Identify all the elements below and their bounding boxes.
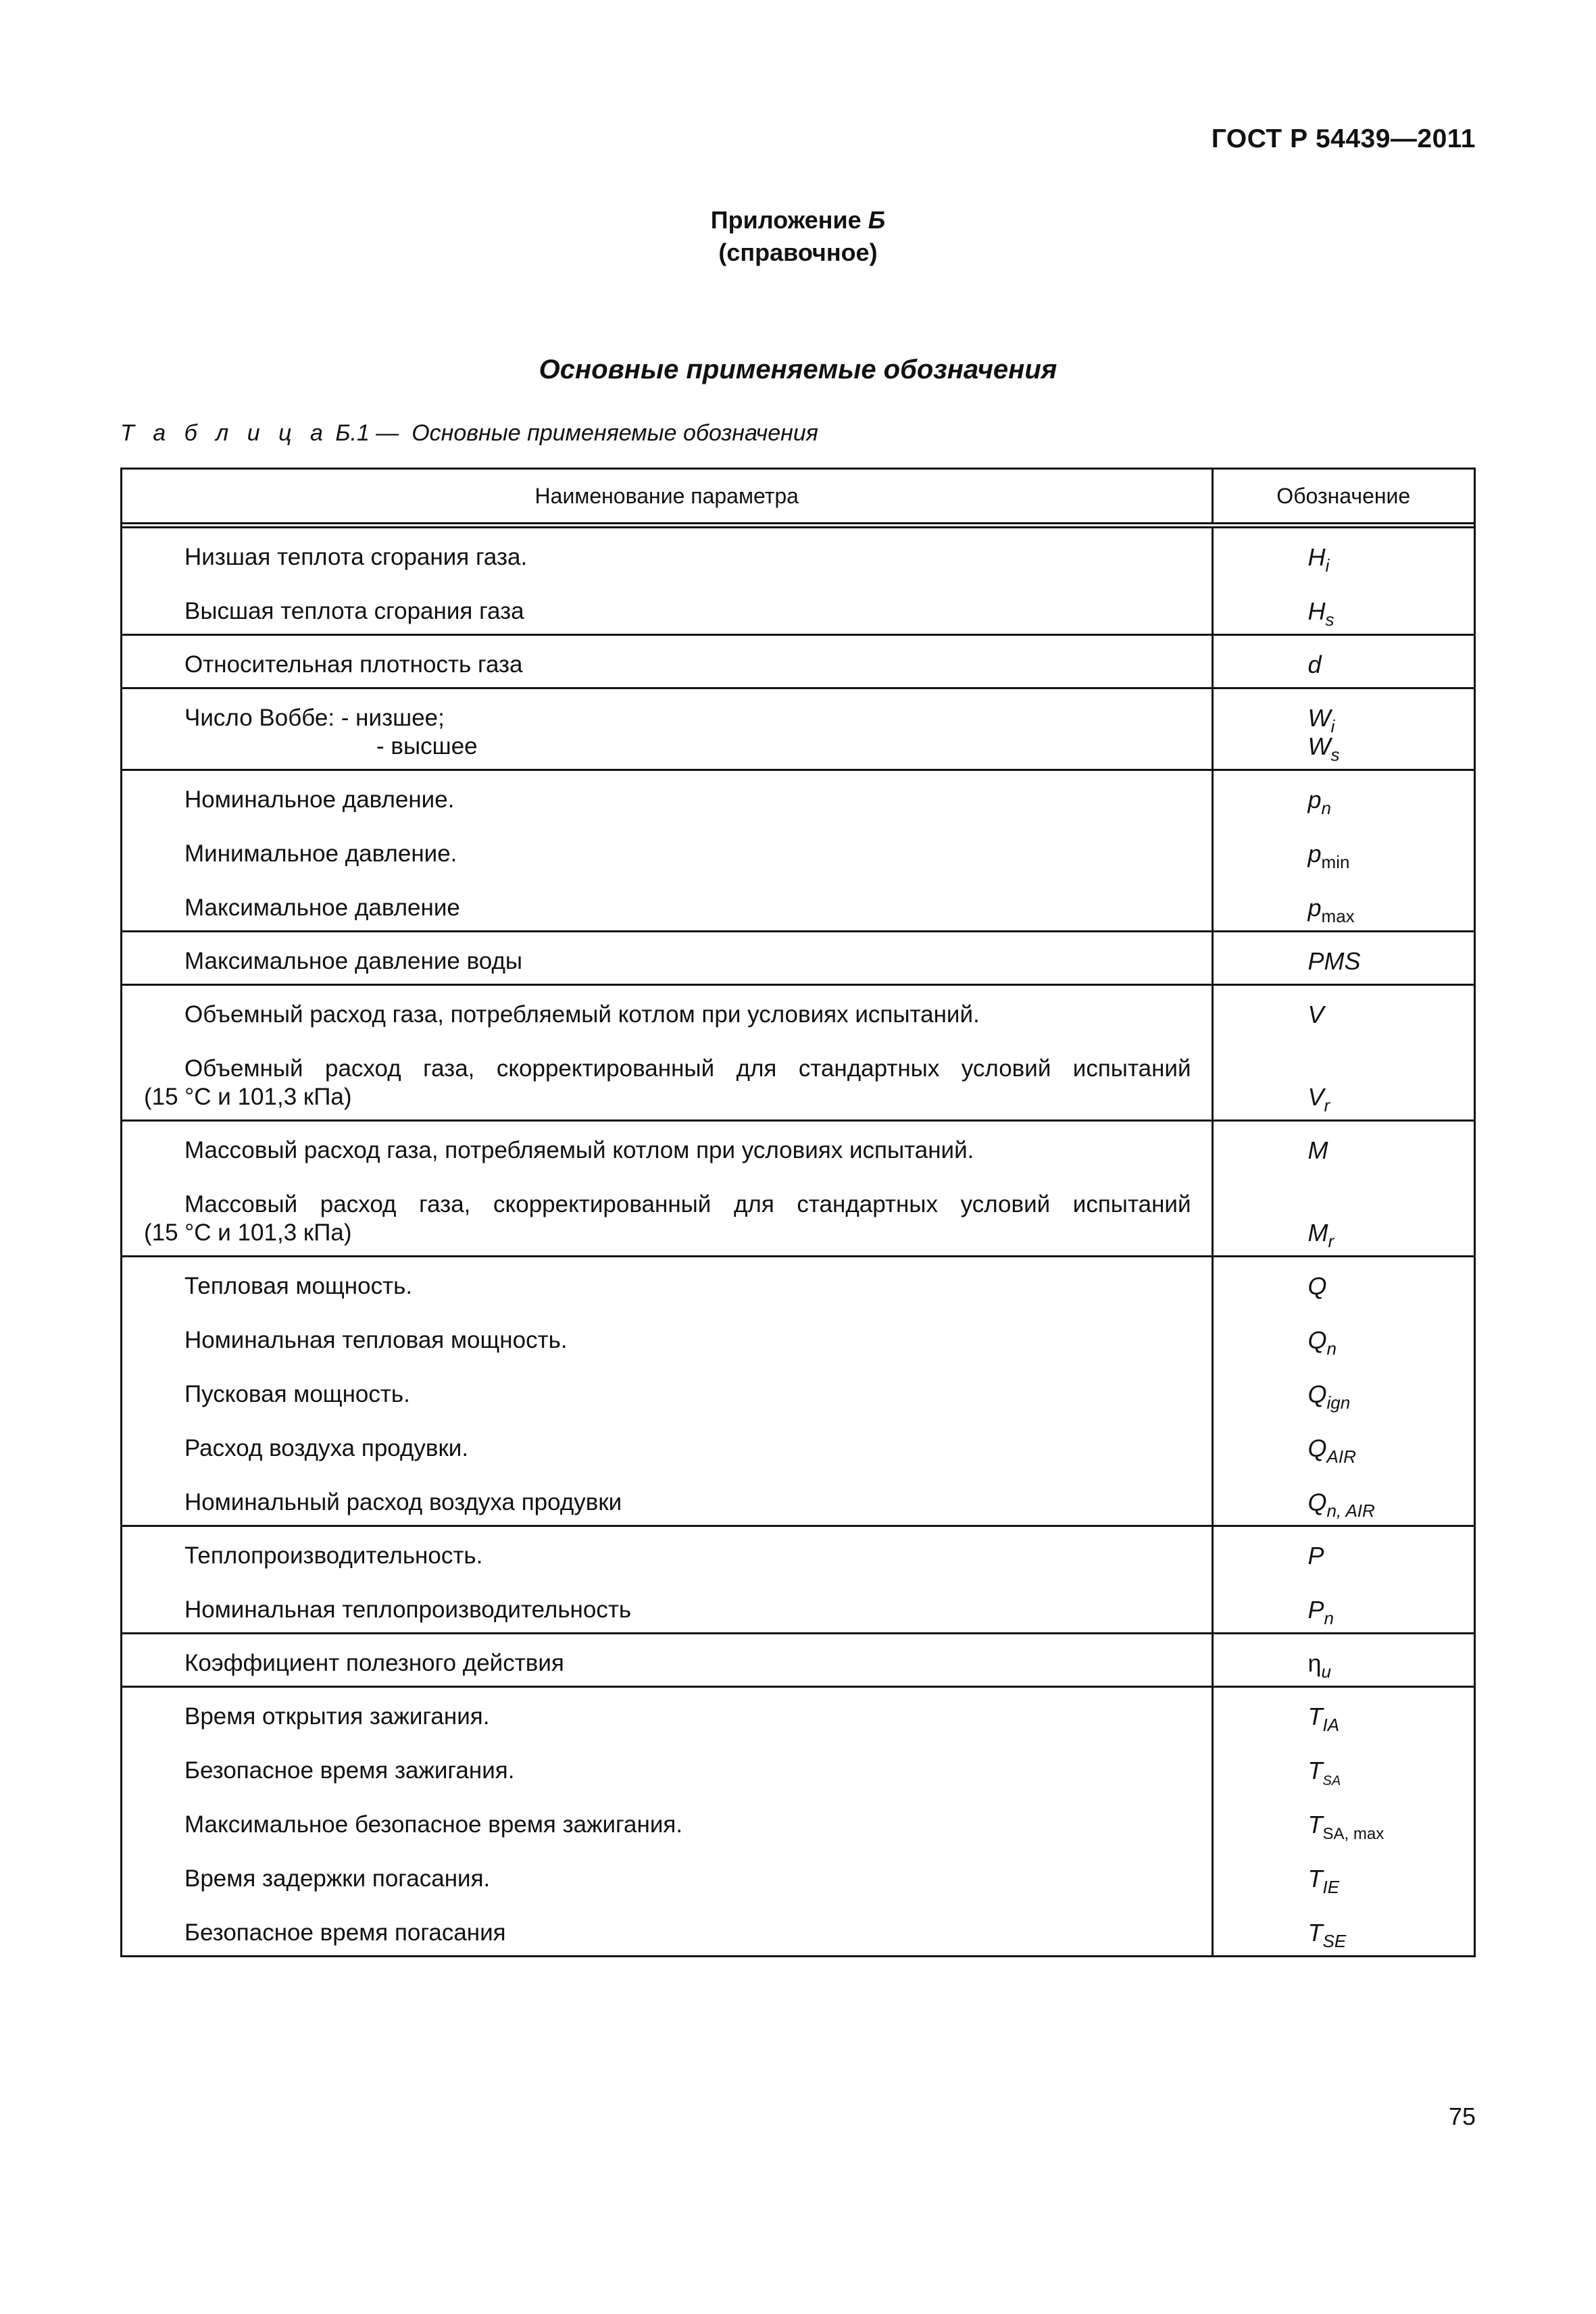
table-row: [122, 1526, 1474, 1634]
column-header-parameter: Наименование параметра: [122, 470, 1212, 526]
symbol: $T_{SA}$: [1307, 1757, 1341, 1788]
parameter-name: Максимальное давление воды: [184, 948, 523, 974]
parameter-name: Тепловая мощность.: [184, 1273, 413, 1299]
table-header-row: [122, 470, 1474, 526]
parameter-name: - высшее: [376, 733, 478, 759]
symbol: $T_{SA, max}$: [1307, 1811, 1385, 1843]
parameter-cell: [122, 770, 1212, 932]
symbol: $p_{min}$: [1307, 840, 1350, 872]
table-row: [122, 635, 1474, 688]
parameter-name: Объемный расход газа, скорректированный для стандартных условий испытаний: [184, 1055, 1191, 1082]
parameter-cell: [122, 688, 1212, 770]
column-header-symbol: Обозначение: [1212, 470, 1474, 526]
symbol: $W_i$: [1307, 704, 1335, 736]
parameter-name: Теплопроизводительность.: [184, 1542, 483, 1569]
parameter-name: Время открытия зажигания.: [184, 1703, 490, 1730]
parameter-name: (15 °С и 101,3 кПа): [144, 1219, 352, 1246]
parameter-name: Расход воздуха продувки.: [184, 1435, 469, 1461]
appendix-letter: Б: [868, 206, 886, 234]
parameter-name: Высшая теплота сгорания газа: [184, 598, 524, 624]
parameter-name: Номинальный расход воздуха продувки: [184, 1489, 622, 1515]
parameter-name: Массовый расход газа, потребляемый котлом при условиях испытаний.: [184, 1137, 974, 1163]
parameter-cell: [122, 985, 1212, 1121]
symbol-cell: [1212, 635, 1474, 688]
table-caption-number: Б.1 —: [335, 420, 399, 446]
table-row: [122, 985, 1474, 1121]
symbol: $p_{max}$: [1307, 894, 1355, 926]
symbol: $W_s$: [1307, 732, 1340, 765]
symbol: $Q_{AIR}$: [1307, 1434, 1356, 1467]
appendix-label: Приложение: [710, 206, 862, 234]
symbol: $T_{IE}$: [1307, 1865, 1340, 1897]
standard-designation: ГОСТ Р 54439—2011: [1211, 124, 1476, 153]
parameter-name: Максимальное давление: [184, 895, 460, 921]
symbol: $p_n$: [1307, 786, 1331, 818]
symbol: $\eta_u$: [1307, 1649, 1331, 1682]
symbol: $T_{SE}$: [1307, 1919, 1347, 1951]
page-number: 75: [1448, 2103, 1476, 2130]
symbol-cell: [1212, 985, 1474, 1121]
symbol: $P_n$: [1307, 1596, 1334, 1628]
parameter-cell: [122, 1634, 1212, 1687]
parameter-name: Объемный расход газа, потребляемый котлом при условиях испытаний.: [184, 1001, 980, 1028]
parameter-cell: [122, 1526, 1212, 1634]
parameter-name: Номинальная теплопроизводительность: [184, 1596, 632, 1623]
parameter-name: Пусковая мощность.: [184, 1381, 410, 1407]
symbol: V: [1307, 1001, 1324, 1028]
parameter-name: Безопасное время погасания: [184, 1919, 506, 1946]
symbol: $Q_{n, AIR}$: [1307, 1488, 1375, 1521]
parameter-cell: [122, 526, 1212, 635]
symbol: $M_r$: [1307, 1219, 1335, 1251]
parameter-cell: [122, 1687, 1212, 1956]
parameter-cell: [122, 1257, 1212, 1526]
table-caption: [120, 420, 818, 447]
table-row: [122, 770, 1474, 932]
document-title: Основные применяемые обозначения: [539, 355, 1057, 384]
symbol-cell: [1212, 688, 1474, 770]
symbol-cell: [1212, 770, 1474, 932]
parameter-name: Массовый расход газа, скорректированный для стандартных условий испытаний: [184, 1191, 1191, 1217]
symbol-cell: [1212, 1121, 1474, 1257]
symbol: $T_{IA}$: [1307, 1703, 1340, 1735]
table-row: [122, 526, 1474, 635]
table-row: [122, 932, 1474, 985]
symbol-cell: [1212, 1526, 1474, 1634]
parameter-cell: [122, 635, 1212, 688]
parameter-name: Максимальное безопасное время зажигания.: [184, 1811, 683, 1838]
symbol-cell: [1212, 1634, 1474, 1687]
table-row: [122, 688, 1474, 770]
symbol: $V_r$: [1307, 1083, 1330, 1115]
symbol-cell: [1212, 526, 1474, 635]
table-row: [122, 1634, 1474, 1687]
table-row: [122, 1257, 1474, 1526]
symbol-cell: [1212, 932, 1474, 985]
parameter-name: Номинальная тепловая мощность.: [184, 1327, 568, 1353]
symbol: $Q_n$: [1307, 1326, 1337, 1359]
symbol-cell: [1212, 1687, 1474, 1956]
parameter-name: (15 °С и 101,3 кПа): [144, 1084, 352, 1110]
parameter-cell: [122, 932, 1212, 985]
symbol: PMS: [1307, 947, 1361, 975]
table-row: [122, 1121, 1474, 1257]
symbol-cell: [1212, 1257, 1474, 1526]
table-caption-prefix: Т а б л и ц а: [120, 420, 329, 446]
parameter-name: Безопасное время зажигания.: [184, 1757, 515, 1784]
parameter-name: Низшая теплота сгорания газа.: [184, 544, 528, 570]
parameter-name: Время задержки погасания.: [184, 1865, 491, 1892]
table-caption-text: Основные применяемые обозначения: [412, 420, 818, 446]
parameter-name: Число Воббе: - низшее;: [184, 705, 445, 731]
appendix-label-line: [0, 204, 1596, 236]
appendix-type: (справочное): [718, 238, 878, 266]
symbol: $Q_{ign}$: [1307, 1380, 1351, 1413]
symbol: $H_s$: [1307, 597, 1335, 630]
symbol: M: [1307, 1136, 1328, 1164]
symbol: P: [1307, 1542, 1324, 1569]
symbol: Q: [1307, 1272, 1327, 1300]
table-row: [122, 1687, 1474, 1956]
designations-table: [120, 468, 1476, 1957]
symbol: d: [1307, 651, 1322, 678]
appendix-heading: [0, 204, 1596, 269]
symbol: $H_i$: [1307, 543, 1330, 576]
parameter-name: Относительная плотность газа: [184, 651, 523, 678]
parameter-name: Номинальное давление.: [184, 786, 455, 813]
parameter-name: Коэффициент полезного действия: [184, 1650, 564, 1676]
parameter-name: Минимальное давление.: [184, 840, 457, 867]
parameter-cell: [122, 1121, 1212, 1257]
